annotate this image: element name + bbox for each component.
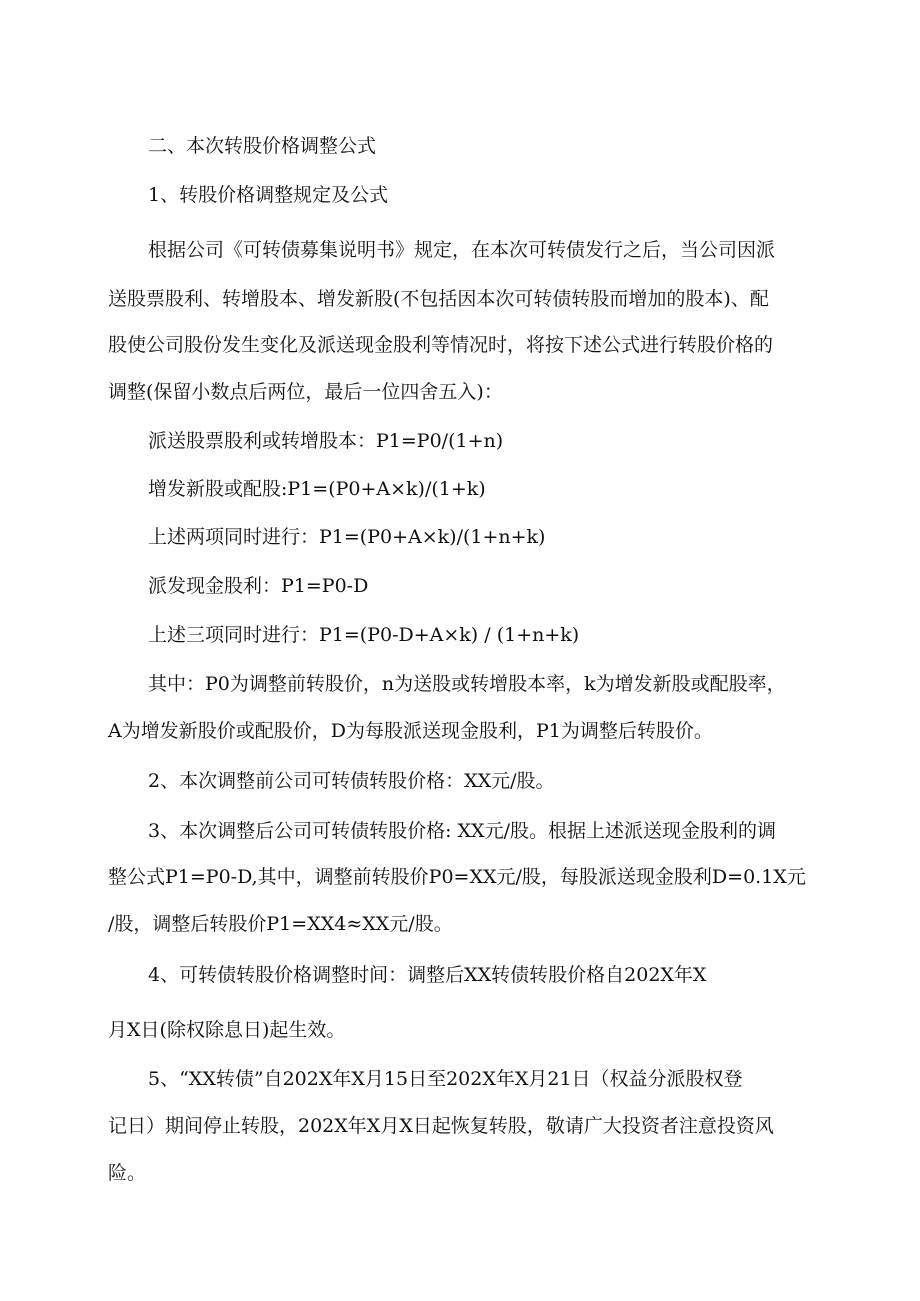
item-3-line: 整公式P1=P0-D,其中，调整前转股价P0=XX元/股，每股派送现金股利D=0.1X元 xyxy=(108,866,806,888)
where-line: 其中：P0为调整前转股价，n为送股或转增股本率，k为增发新股或配股率， xyxy=(148,673,786,695)
item-5-line: 记日）期间停止转股，202X年X月X日起恢复转股，敬请广大投资者注意投资风 xyxy=(108,1115,774,1137)
subsection-title: 1、转股价格调整规定及公式 xyxy=(148,184,389,206)
formula-all-three: 上述三项同时进行：P1=(P0-D+A×k) / (1+n+k) xyxy=(148,624,580,646)
item-5-line: 5、“XX转债”自202X年X月15日至202X年X月21日（权益分派股权登 xyxy=(148,1068,743,1090)
item-3-line: /股，调整后转股价P1=XX4≈XX元/股。 xyxy=(108,913,453,935)
section-title: 二、本次转股价格调整公式 xyxy=(148,135,377,157)
intro-line: 股使公司股份发生变化及派送现金股利等情况时，将按下述公式进行转股价格的 xyxy=(108,334,774,356)
item-4-line: 月X日(除权除息日)起生效。 xyxy=(108,1019,346,1041)
intro-line: 送股票股利、转增股本、增发新股(不包括因本次可转债转股而增加的股本)、配 xyxy=(108,288,769,310)
formula-cash-dividend: 派发现金股利：P1=P0-D xyxy=(148,575,369,597)
formula-new-shares: 增发新股或配股:P1=(P0+A×k)/(1+k) xyxy=(148,478,486,500)
formula-both: 上述两项同时进行：P1=(P0+A×k)/(1+n+k) xyxy=(148,526,546,548)
item-2: 2、本次调整前公司可转债转股价格：XX元/股。 xyxy=(148,770,555,792)
item-5-line: 险。 xyxy=(108,1162,147,1184)
item-4-line: 4、可转债转股价格调整时间：调整后XX转债转股价格自202X年X xyxy=(148,964,707,986)
where-line: A为增发新股价或配股价，D为每股派送现金股利，P1为调整后转股价。 xyxy=(108,720,713,742)
intro-line: 调整(保留小数点后两位，最后一位四舍五入)： xyxy=(108,381,503,403)
intro-line: 根据公司《可转债募集说明书》规定，在本次可转债发行之后，当公司因派 xyxy=(148,239,776,261)
formula-stock-dividend: 派送股票股利或转增股本：P1=P0/(1+n) xyxy=(148,430,504,452)
item-3-line: 3、本次调整后公司可转债转股价格: XX元/股。根据上述派送现金股利的调 xyxy=(148,820,776,842)
